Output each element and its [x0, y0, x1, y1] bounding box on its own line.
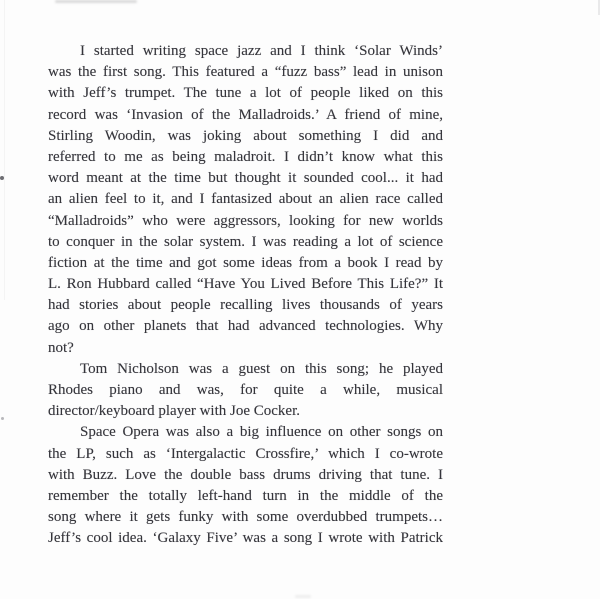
text-line: director/keyboard player with Joe Cocker. — [48, 403, 300, 420]
scan-artifact-left-dot — [0, 176, 4, 180]
text-line: to conquer in the solar system. I was reading a lot of science — [48, 233, 443, 250]
text-line: fiction at the time and got some ideas from a book I read by — [48, 254, 443, 271]
text-line: I started writing space jazz and I think ‘Solar Winds’ — [80, 43, 443, 59]
text-line: with Jeff’s trumpet. The tune a lot of people liked on this — [48, 85, 443, 102]
text-line: Space Opera was also a big influence on other songs on — [80, 424, 443, 441]
paragraph — [48, 422, 443, 549]
text-line: L. Ron Hubbard called “Have You Lived Before This Life?” It — [48, 276, 443, 293]
scan-artifact-top-smudge — [55, 0, 137, 3]
text-line: not? — [48, 339, 74, 356]
text-line: had stories about people recalling lives thousands of years — [48, 297, 443, 314]
text-line: “Malladroids” who were aggressors, looking for new worlds — [48, 212, 443, 229]
scan-artifact-bottom-smudge — [295, 595, 311, 598]
text-line: the LP, such as ‘Intergalactic Crossfire,’ which I co-wrote — [48, 445, 443, 462]
text-line: with Buzz. Love the double bass drums driving that tune. I — [48, 466, 443, 483]
text-line: word meant at the time but thought it sounded cool... it had — [48, 170, 443, 187]
text-line: Jeff’s cool idea. ‘Galaxy Five’ was a song I wrote with Patrick — [48, 530, 443, 547]
text-line: referred to me as being maladroit. I didn’t know what this — [48, 148, 443, 165]
text-line: remember the totally left-hand turn in the middle of the — [48, 487, 443, 504]
text-line: Stirling Woodin, was joking about something I did and — [48, 127, 443, 144]
text-line: Rhodes piano and was, for quite a while, musical — [48, 382, 443, 398]
text-block — [48, 41, 443, 550]
text-line: Tom Nicholson was a guest on this song; he played — [80, 360, 443, 377]
text-line: song where it gets funky with some overdubbed trumpets… — [48, 509, 443, 526]
scan-artifact-left-dot — [1, 417, 4, 420]
paragraph — [48, 41, 443, 359]
paragraph — [48, 359, 443, 423]
text-line: was the first song. This featured a “fuzz bass” lead in unison — [48, 64, 443, 81]
text-line: an alien feel to it, and I fantasized about an alien race called — [48, 191, 443, 208]
text-line: record was ‘Invasion of the Malladroids.’ A friend of mine, — [48, 106, 443, 123]
scan-artifact-left-crease — [4, 0, 5, 300]
text-line: ago on other planets that had advanced technologies. Why — [48, 318, 443, 335]
